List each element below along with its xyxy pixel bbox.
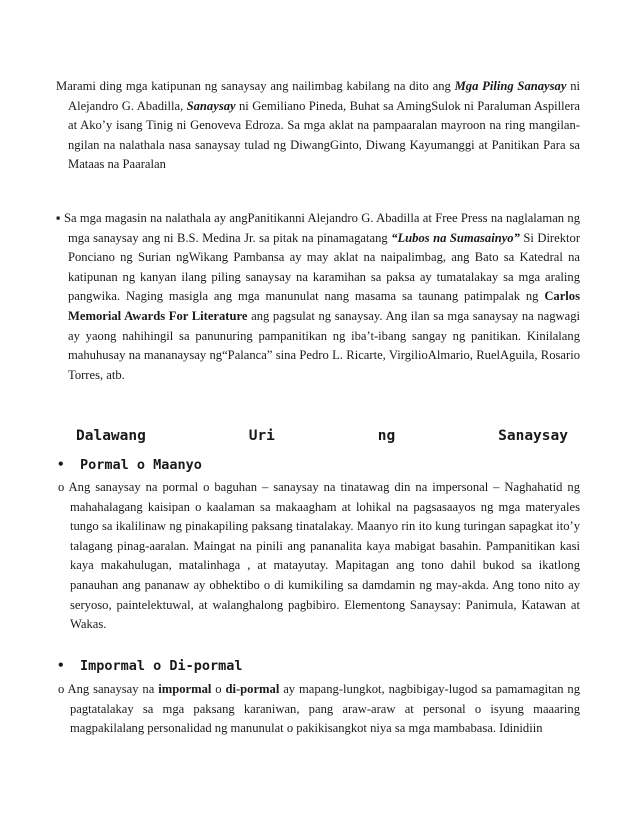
emphasis: impormal bbox=[158, 682, 212, 696]
heading-word: Uri bbox=[248, 428, 275, 444]
square-bullet-icon: ▪ bbox=[56, 211, 61, 225]
bullet-icon: • bbox=[58, 657, 64, 674]
paragraph-pormal bbox=[58, 478, 580, 635]
book-title: Mga Piling Sanaysay bbox=[454, 79, 567, 93]
heading-word: Dalawang bbox=[76, 428, 146, 444]
heading-word: Sanaysay bbox=[498, 428, 568, 444]
book-title: Sanaysay bbox=[186, 98, 236, 113]
text-run: ni Alejandro G. Abadilla, bbox=[68, 79, 580, 113]
text-run: o Ang sanaysay na pormal o baguhan – sanaysay na tinatawag din na impersonal – Naghahatid ng mahahalagang kaisipan o kaalaman sa makaagham at lohikal na pagsasaayos ng mga materyales tungo sa ikalilinaw ng pinakapiling paksang tinatalakay. Maanyo rin ito kung turingan sapagkat ito’y talagang pinag-aaralan. Maingat na pinili ang pananalita kaya mabigat basahin. Pampanitikan kasi kaya makahulugan, matalinhaga , at matayutay. Mapitagan ang tono dahil bukod sa ikatlong panauhan ang pananaw ay obhektibo o di kumikiling sa damdamin ng may-akda. Ang tono nito ay seryoso, paintelektuwal, at walanghalong pagbibiro. Elementong Sanaysay: Panimula, Katawan at Wakas. bbox=[58, 480, 580, 632]
award-name: Carlos Memorial Awards For Literature bbox=[68, 289, 580, 323]
emphasis: di-pormal bbox=[225, 682, 280, 696]
paragraph-sanaysay-collections bbox=[56, 77, 580, 175]
subheading-pormal bbox=[58, 456, 202, 474]
subheading-title: Pormal o Maanyo bbox=[80, 457, 202, 473]
text-run: ang pagsulat ng sanaysay. Ang ilan sa mga sanaysay na nagwagi ay yaong nahihingil sa panunuring pampanitikan ng iba’t-ibang sangay ng panitikan. Kinilalang mahuhusay na mananaysay ng“Palanca” sina Pedro L. Ricarte, VirgilioAlmario, RuelAguila, Rosario Torres, atb. bbox=[68, 308, 581, 382]
text-run: Si Direktor Ponciano ng Surian ngWikang Pambansa ay may aklat na naipalimbag, ang Bato sa Katedral na katipunan ng kanyan ilang piling sanaysay na karamihan sa paksa ay tumatalakay sa mga araling pangwika. Naging masigla ang mga manunulat nang masama sa taunang patimpalak ng bbox=[68, 230, 581, 304]
text-run: ni Gemiliano Pineda, Buhat sa AmingSulok ni Paraluman Aspillera at Ako’y isang Tinig ni Genoveva Edroza. Sa mga aklat na pampaaralan mayroon na ring mangilan-ngilan na nalathala nasa sanaysay tulad ng DiwangGinto, Diwang Kayumanggi at Panitikan Para sa Mataas na Paaralan bbox=[68, 98, 580, 172]
paragraph-magasin bbox=[56, 209, 580, 385]
subheading-impormal bbox=[58, 657, 243, 675]
paragraph-impormal bbox=[58, 680, 580, 739]
heading-word: ng bbox=[377, 428, 396, 444]
section-heading bbox=[76, 428, 568, 444]
subheading-title: Impormal o Di-pormal bbox=[80, 658, 243, 674]
column-title: “Lubos na Sumasainyo” bbox=[391, 230, 520, 245]
bullet-icon: • bbox=[58, 456, 64, 473]
text-run: Sa mga magasin na nalathala ay angPanitikanni Alejandro G. Abadilla at Free Press na naglalaman ng mga sanaysay ang ni B.S. Medina Jr. sa pitak na pinamagatang bbox=[60, 211, 580, 245]
text-run: Marami ding mga katipunan ng sanaysay ang nailimbag kabilang na dito ang bbox=[56, 79, 455, 93]
text-run: o Ang sanaysay na bbox=[58, 682, 159, 696]
text-run: ay mapang-lungkot, nagbibigay-lugod sa pamamagitan ng pagtatalakay sa mga paksang karaniwan, pang araw-araw at personal o isyung maaaring magpakilalang personalidad ng manunulat o pakikisangkot niya sa mga mambabasa. Idinidiin bbox=[70, 682, 581, 736]
text-run: o bbox=[211, 682, 226, 696]
